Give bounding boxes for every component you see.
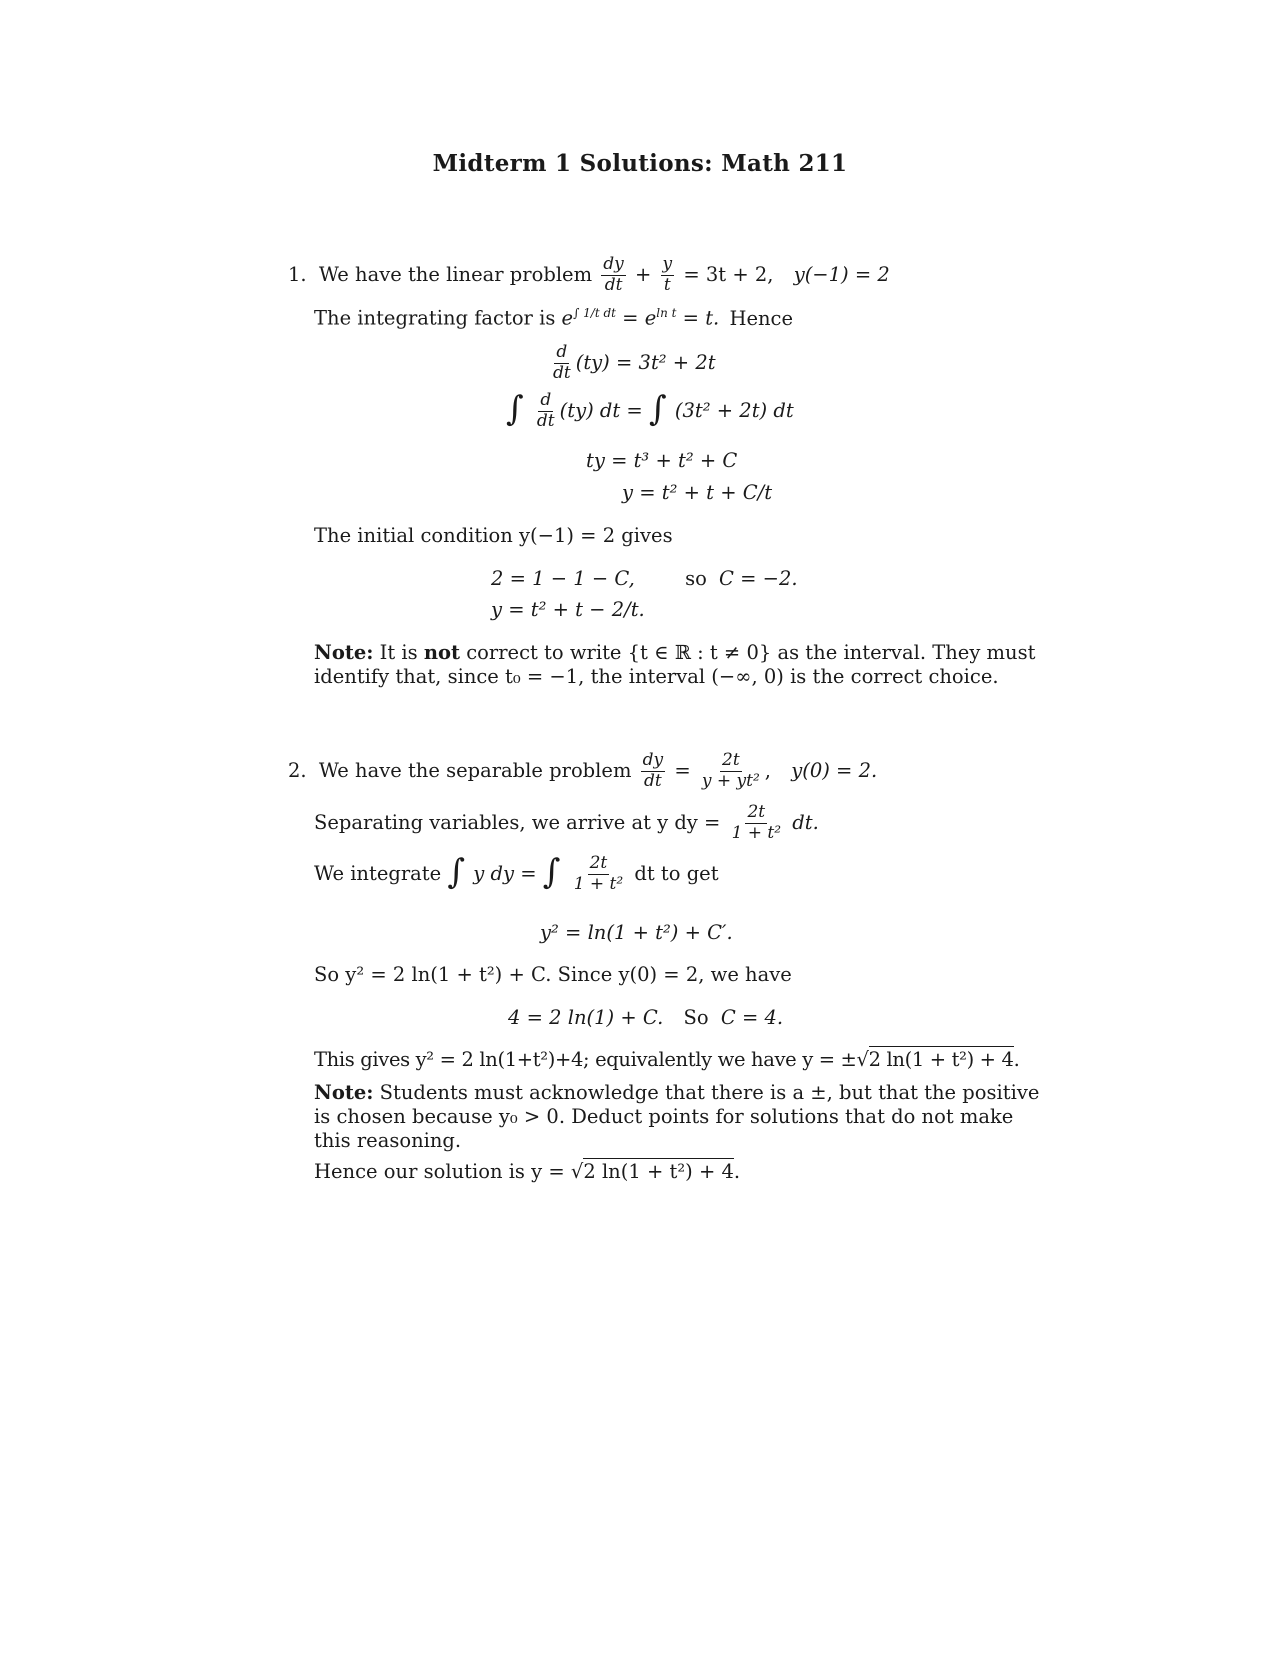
gives-line [314, 1048, 1019, 1071]
fraction-sep [730, 804, 784, 843]
initial-condition-text: The initial condition y(−1) = 2 gives [314, 524, 673, 547]
problem-1-intro: 1. We have the linear problem $\frac{dy}{dt}$ + $\frac{y}{t}$ = 3t + 2, y(−1) = 2 [288, 254, 890, 295]
fraction-dy-dt [641, 752, 666, 791]
int-text: We integrate [314, 861, 442, 885]
fraction-int [572, 855, 626, 894]
equals: = [674, 758, 691, 782]
note-text: Students must acknowledge that there is a ±, but that the positive [379, 1081, 1040, 1104]
problem-number: 2. [288, 758, 307, 782]
denominator: dt [553, 362, 571, 383]
sqrt-body: 2 ln(1 + t²) + 4 [868, 1048, 1014, 1071]
if-hence: Hence [729, 306, 794, 330]
step-3-rhs: = t³ + t² + C [611, 449, 738, 472]
page-title: Midterm 1 Solutions: Math 211 [432, 150, 848, 177]
denominator: dt [644, 770, 662, 791]
calc-1-eq: 2 = 1 − 1 − C, [491, 567, 635, 590]
integral-sign: ∫ [447, 852, 466, 893]
ode-rhs: = 3t + 2, [683, 262, 774, 286]
numerator: 2t [722, 750, 740, 770]
problem-2-note-line-3: this reasoning. [314, 1129, 462, 1152]
if-expr: e [561, 306, 574, 330]
calc-line [508, 1006, 783, 1029]
step-2-lhs: (ty) dt = [559, 398, 643, 422]
derivation-step-4 [622, 481, 772, 504]
denominator: 1 + t² [573, 873, 624, 894]
note-text: It is [379, 641, 418, 664]
step-4-rhs: = t² + t + C/t [639, 481, 773, 504]
denominator: dt [604, 274, 623, 295]
calc-line-1 [491, 567, 798, 590]
integrate-line [314, 852, 719, 894]
numerator: 2t [747, 802, 766, 822]
fraction-d-dt [535, 392, 557, 431]
step-1-lhs: (ty) [575, 350, 610, 374]
int-end: dt to get [634, 861, 719, 885]
intro-text: We have the linear problem [318, 262, 593, 286]
initial-condition: y(−1) = 2 [793, 262, 890, 286]
numerator: y [662, 254, 673, 274]
note-label: Note: [314, 1081, 374, 1104]
gives-end: . [1013, 1048, 1020, 1071]
fraction-dy-dt [601, 256, 626, 295]
denominator: y + yt² [701, 770, 760, 791]
numerator: dy [603, 254, 624, 274]
final-line [314, 1160, 740, 1183]
numerator: dy [642, 750, 664, 770]
final-end: . [733, 1160, 741, 1183]
problem-number: 1. [288, 262, 307, 286]
note-label: Note: [314, 641, 374, 664]
sqrt-symbol: √ [856, 1048, 869, 1071]
problem-1-note-line-1 [314, 641, 1035, 664]
problem-2-note-line-1 [314, 1081, 1039, 1104]
int-lhs: y dy = [473, 861, 537, 885]
separating-line [314, 804, 819, 843]
if-exponent-2: ln t [656, 306, 677, 320]
denominator: 1 + t² [731, 822, 782, 843]
step-3-lhs: ty [586, 449, 605, 472]
calc-so: So [683, 1006, 709, 1029]
sqrt-body: 2 ln(1 + t²) + 4 [583, 1160, 734, 1183]
step-4-lhs: y [622, 481, 634, 504]
problem-1-note-line-2: identify that, since t₀ = −1, the interval (−∞, 0) is the correct choice. [314, 665, 999, 688]
sep-text: Separating variables, we arrive at y dy = [314, 810, 721, 834]
step-1-rhs: = 3t² + 2t [616, 350, 716, 374]
note-emphasis: not [423, 641, 461, 664]
if-text: The integrating factor is [314, 306, 556, 330]
calc-line-2: y = t² + t − 2/t. [491, 598, 645, 621]
numerator: d [540, 390, 552, 410]
fraction-d-dt [551, 344, 573, 383]
integral-sign: ∫ [506, 389, 524, 430]
integrating-factor-line [314, 306, 793, 330]
intro-text: We have the separable problem [318, 758, 632, 782]
denominator: dt [536, 410, 555, 431]
problem-2-intro: 2. We have the separable problem $\frac{dy}{dt}$ = $\frac{2t}{\text{y + yt²}}$ , y(0) = 2. [288, 750, 878, 791]
calc-c: C = 4. [720, 1006, 784, 1029]
gives-text: This gives y² = 2 ln(1+t²)+4; equivalently we have y = ± [314, 1048, 857, 1071]
step-2-rhs: (3t² + 2t) dt [674, 398, 794, 422]
fraction-rhs [700, 752, 762, 791]
calc-1-so: so [685, 567, 707, 590]
fraction-y-t [661, 256, 675, 295]
denominator: t [663, 274, 671, 295]
if-mid: = e [622, 306, 657, 330]
if-end: = t. [682, 306, 720, 330]
derivation-step-1 [548, 344, 716, 383]
initial-condition: y(0) = 2. [791, 758, 878, 782]
calc-1-c: C = −2. [719, 567, 798, 590]
problem-2-note-line-2: is chosen because y₀ > 0. Deduct points for solutions that do not make [314, 1105, 1014, 1128]
integral-sign: ∫ [648, 389, 667, 430]
sqrt-symbol: √ [570, 1160, 584, 1183]
sep-end: dt. [792, 810, 819, 834]
result-1: y² = ln(1 + t²) + C′. [540, 921, 733, 944]
note-text: correct to write {t ∈ ℝ : t ≠ 0} as the interval. They must [466, 641, 1036, 664]
calc-eq: 4 = 2 ln(1) + C. [508, 1006, 664, 1029]
derivation-step-2 [506, 389, 794, 431]
derivation-step-3 [586, 449, 737, 472]
numerator: 2t [589, 853, 608, 873]
final-text: Hence our solution is y = [314, 1160, 565, 1183]
integral-sign: ∫ [542, 852, 561, 893]
if-exponent: ∫ 1/t dt [573, 306, 616, 320]
so-line: So y² = 2 ln(1 + t²) + C. Since y(0) = 2, we have [314, 963, 792, 986]
numerator: d [556, 342, 568, 362]
